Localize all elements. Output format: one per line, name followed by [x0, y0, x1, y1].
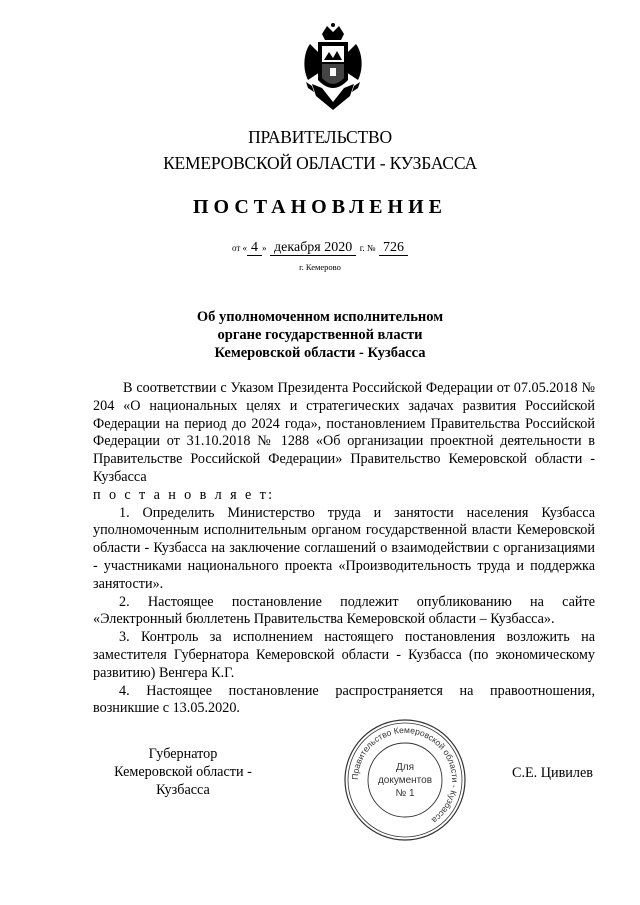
item-paragraph: 3. Контроль за исполнением настоящего постановления возложить на заместителя Губернатора Кемеровской области - Кузбасса (по экономическому развитию) Венгера К.Г.: [93, 629, 595, 681]
official-stamp: [342, 717, 468, 843]
subject-line: органе государственной власти: [217, 327, 423, 343]
signatory-position: [93, 745, 273, 799]
subject-line: Кемеровской области - Кузбасса: [214, 345, 426, 361]
document-type-title: ПОСТАНОВЛЕНИЕ: [193, 196, 447, 218]
date-prefix: от «: [231, 243, 248, 253]
stamp-center-line3: № 1: [395, 788, 415, 799]
stamp-center-line1: Для: [395, 762, 415, 773]
item-paragraph: 4. Настоящее постановление распространяется на правоотношения, возникшие с 13.05.2020.: [93, 682, 595, 717]
stamp-center-line2: документов: [377, 775, 433, 786]
date-month-year: декабря 2020: [270, 240, 356, 256]
decree-word: п о с т а н о в л я е т:: [93, 486, 275, 503]
signatory-name: С.Е. Цивилев: [512, 765, 593, 781]
position-region: Кемеровской области - Кузбасса: [114, 764, 252, 798]
date-day: 4: [247, 240, 262, 256]
date-number-line: [0, 240, 640, 256]
subject-line: Об уполномоченном исполнительном: [196, 309, 444, 325]
document-subject: [0, 308, 640, 362]
document-body: [93, 380, 595, 718]
government-name-line1: ПРАВИТЕЛЬСТВО: [248, 127, 392, 147]
government-name-line2: КЕМЕРОВСКОЙ ОБЛАСТИ - КУЗБАССА: [163, 153, 477, 173]
preamble-paragraph: В соответствии с Указом Президента Российской Федерации от 07.05.2018 № 204 «О национальных целях и стратегических задачах развития Российской Федерации на период до 2024 года», постановлением Правительства Российской Федерации от 31.10.2018 № 1288 «Об организации проектной деятельности в Правительстве Российской Федерации» Правительство Кемеровской области - Кузбасса: [93, 380, 595, 485]
item-paragraph: 1. Определить Министерство труда и занятости населения Кузбасса уполномоченным исполнительным органом государственной власти Кемеровской области - Кузбасса на заключение соглашений о взаимодействии с организациями - участниками национального проекта «Производительность труда и поддержка занятости».: [93, 504, 595, 592]
item-paragraph: 2. Настоящее постановление подлежит опубликованию на сайте «Электронный бюллетень Правительства Кемеровской области – Кузбасса».: [93, 593, 595, 628]
year-number-label: г. №: [359, 243, 376, 253]
date-mid: »: [262, 243, 267, 253]
city-name: г. Кемерово: [299, 262, 341, 272]
stamp-ring-text: Правительство Кемеровской области - Кузбасса: [349, 724, 461, 826]
document-number: 726: [379, 240, 408, 256]
position-title: Губернатор: [148, 746, 218, 762]
coat-of-arms-emblem: [300, 22, 366, 112]
